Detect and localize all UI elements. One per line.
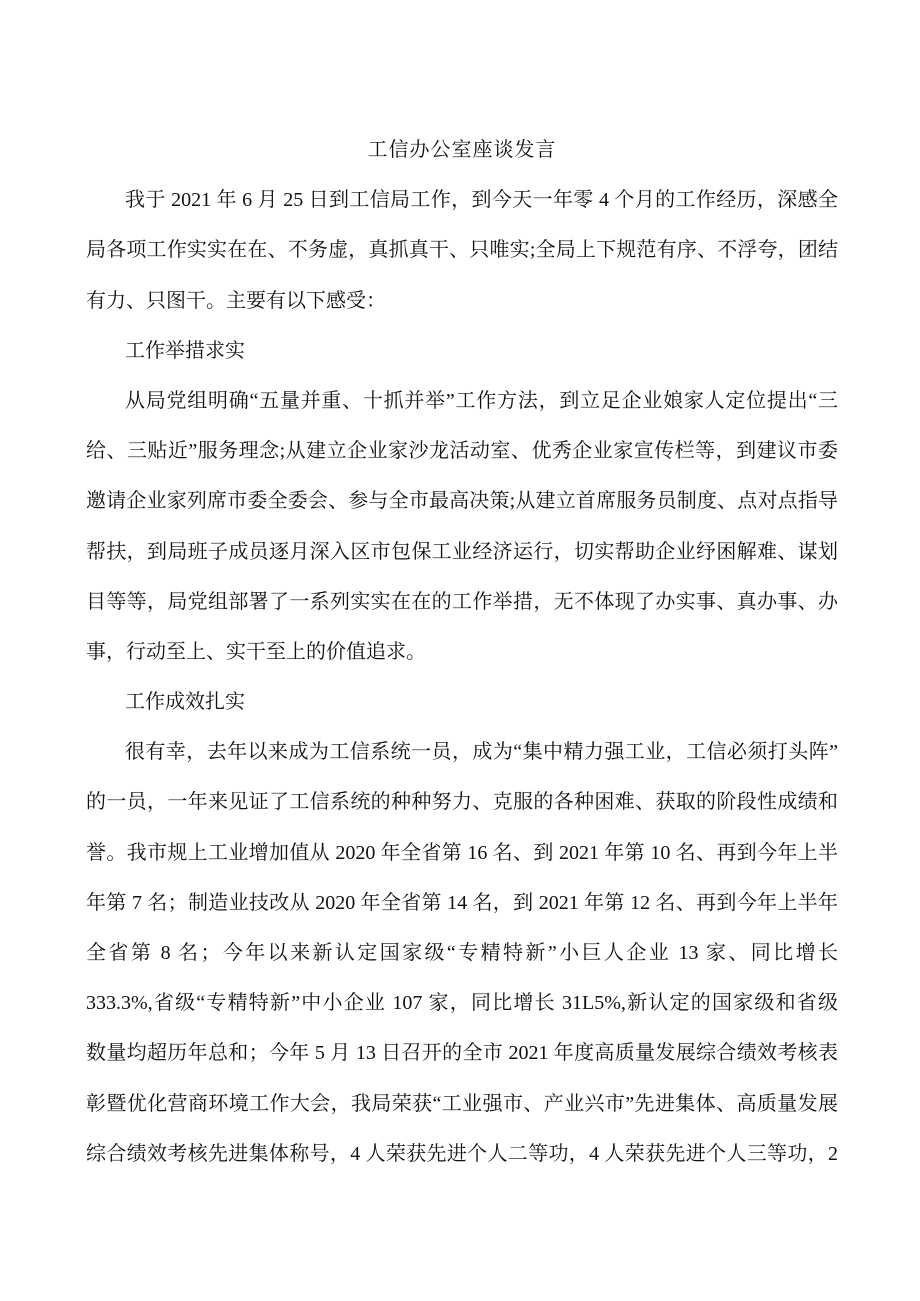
paragraph-line: 局各项工作实实在在、不务虚，真抓真干、只唯实;全局上下规范有序、不浮夸，团结 bbox=[86, 239, 838, 262]
paragraph-line: 目等等，局党组部署了一系列实实在在的工作举措，无不体现了办实事、真办事、办 bbox=[86, 590, 838, 613]
paragraph-line: 很有幸，去年以来成为工信系统一员，成为“集中精力强工业，工信必须打头阵” bbox=[125, 741, 838, 764]
paragraph-line: 我于 2021 年 6 月 25 日到工信局工作，到今天一年零 4 个月的工作经历，深感全 bbox=[125, 189, 838, 212]
intro-paragraph bbox=[86, 175, 838, 326]
paragraph-line: 帮扶，到局班子成员逐月深入区市包保工业经济运行，切实帮助企业纾困解难、谋划 bbox=[86, 540, 838, 563]
paragraph-line: 的一员，一年来见证了工信系统的种种努力、克服的各种困难、获取的阶段性成绩和 bbox=[86, 791, 838, 814]
paragraph-line: 333.3%,省级“专精特新”中小企业 107 家，同比增长 31L5%,新认定的国家级和省级 bbox=[86, 992, 838, 1015]
paragraph-line: 从局党组明确“五量并重、十抓并举”工作方法，到立足企业娘家人定位提出“三 bbox=[125, 389, 838, 412]
paragraph-line: 数量均超历年总和；今年 5 月 13 日召开的全市 2021 年度高质量发展综合绩效考核表 bbox=[86, 1042, 838, 1065]
paragraph-line: 年第 7 名；制造业技改从 2020 年全省第 14 名，到 2021 年第 12 名、再到今年上半年 bbox=[86, 891, 838, 914]
paragraph-line: 给、三贴近”服务理念;从建立企业家沙龙活动室、优秀企业家宣传栏等，到建议市委 bbox=[86, 440, 838, 463]
section-2-paragraph bbox=[86, 727, 838, 1179]
paragraph-line: 综合绩效考核先进集体称号，4 人荣获先进个人二等功，4 人荣获先进个人三等功，2 bbox=[86, 1142, 838, 1165]
paragraph-line: 彰暨优化营商环境工作大会，我局荣获“工业强市、产业兴市”先进集体、高质量发展 bbox=[86, 1092, 838, 1115]
paragraph-line: 邀请企业家列席市委全委会、参与全市最高决策;从建立首席服务员制度、点对点指导 bbox=[86, 490, 838, 513]
document-body bbox=[86, 125, 838, 1179]
paragraph-line: 事，行动至上、实干至上的价值追求。 bbox=[86, 640, 426, 663]
paragraph-line: 誉。我市规上工业增加值从 2020 年全省第 16 名、到 2021 年第 10 名、再到今年上半 bbox=[86, 841, 838, 864]
section-heading-2: 工作成效扎实 bbox=[125, 691, 245, 714]
section-1-paragraph bbox=[86, 376, 838, 677]
paragraph-line: 有力、只图干。主要有以下感受： bbox=[86, 289, 386, 312]
section-heading-1: 工作举措求实 bbox=[125, 339, 245, 362]
document-title: 工信办公室座谈发言 bbox=[367, 139, 557, 161]
paragraph-line: 全省第 8 名；今年以来新认定国家级“专精特新”小巨人企业 13 家、同比增长 bbox=[86, 942, 838, 964]
